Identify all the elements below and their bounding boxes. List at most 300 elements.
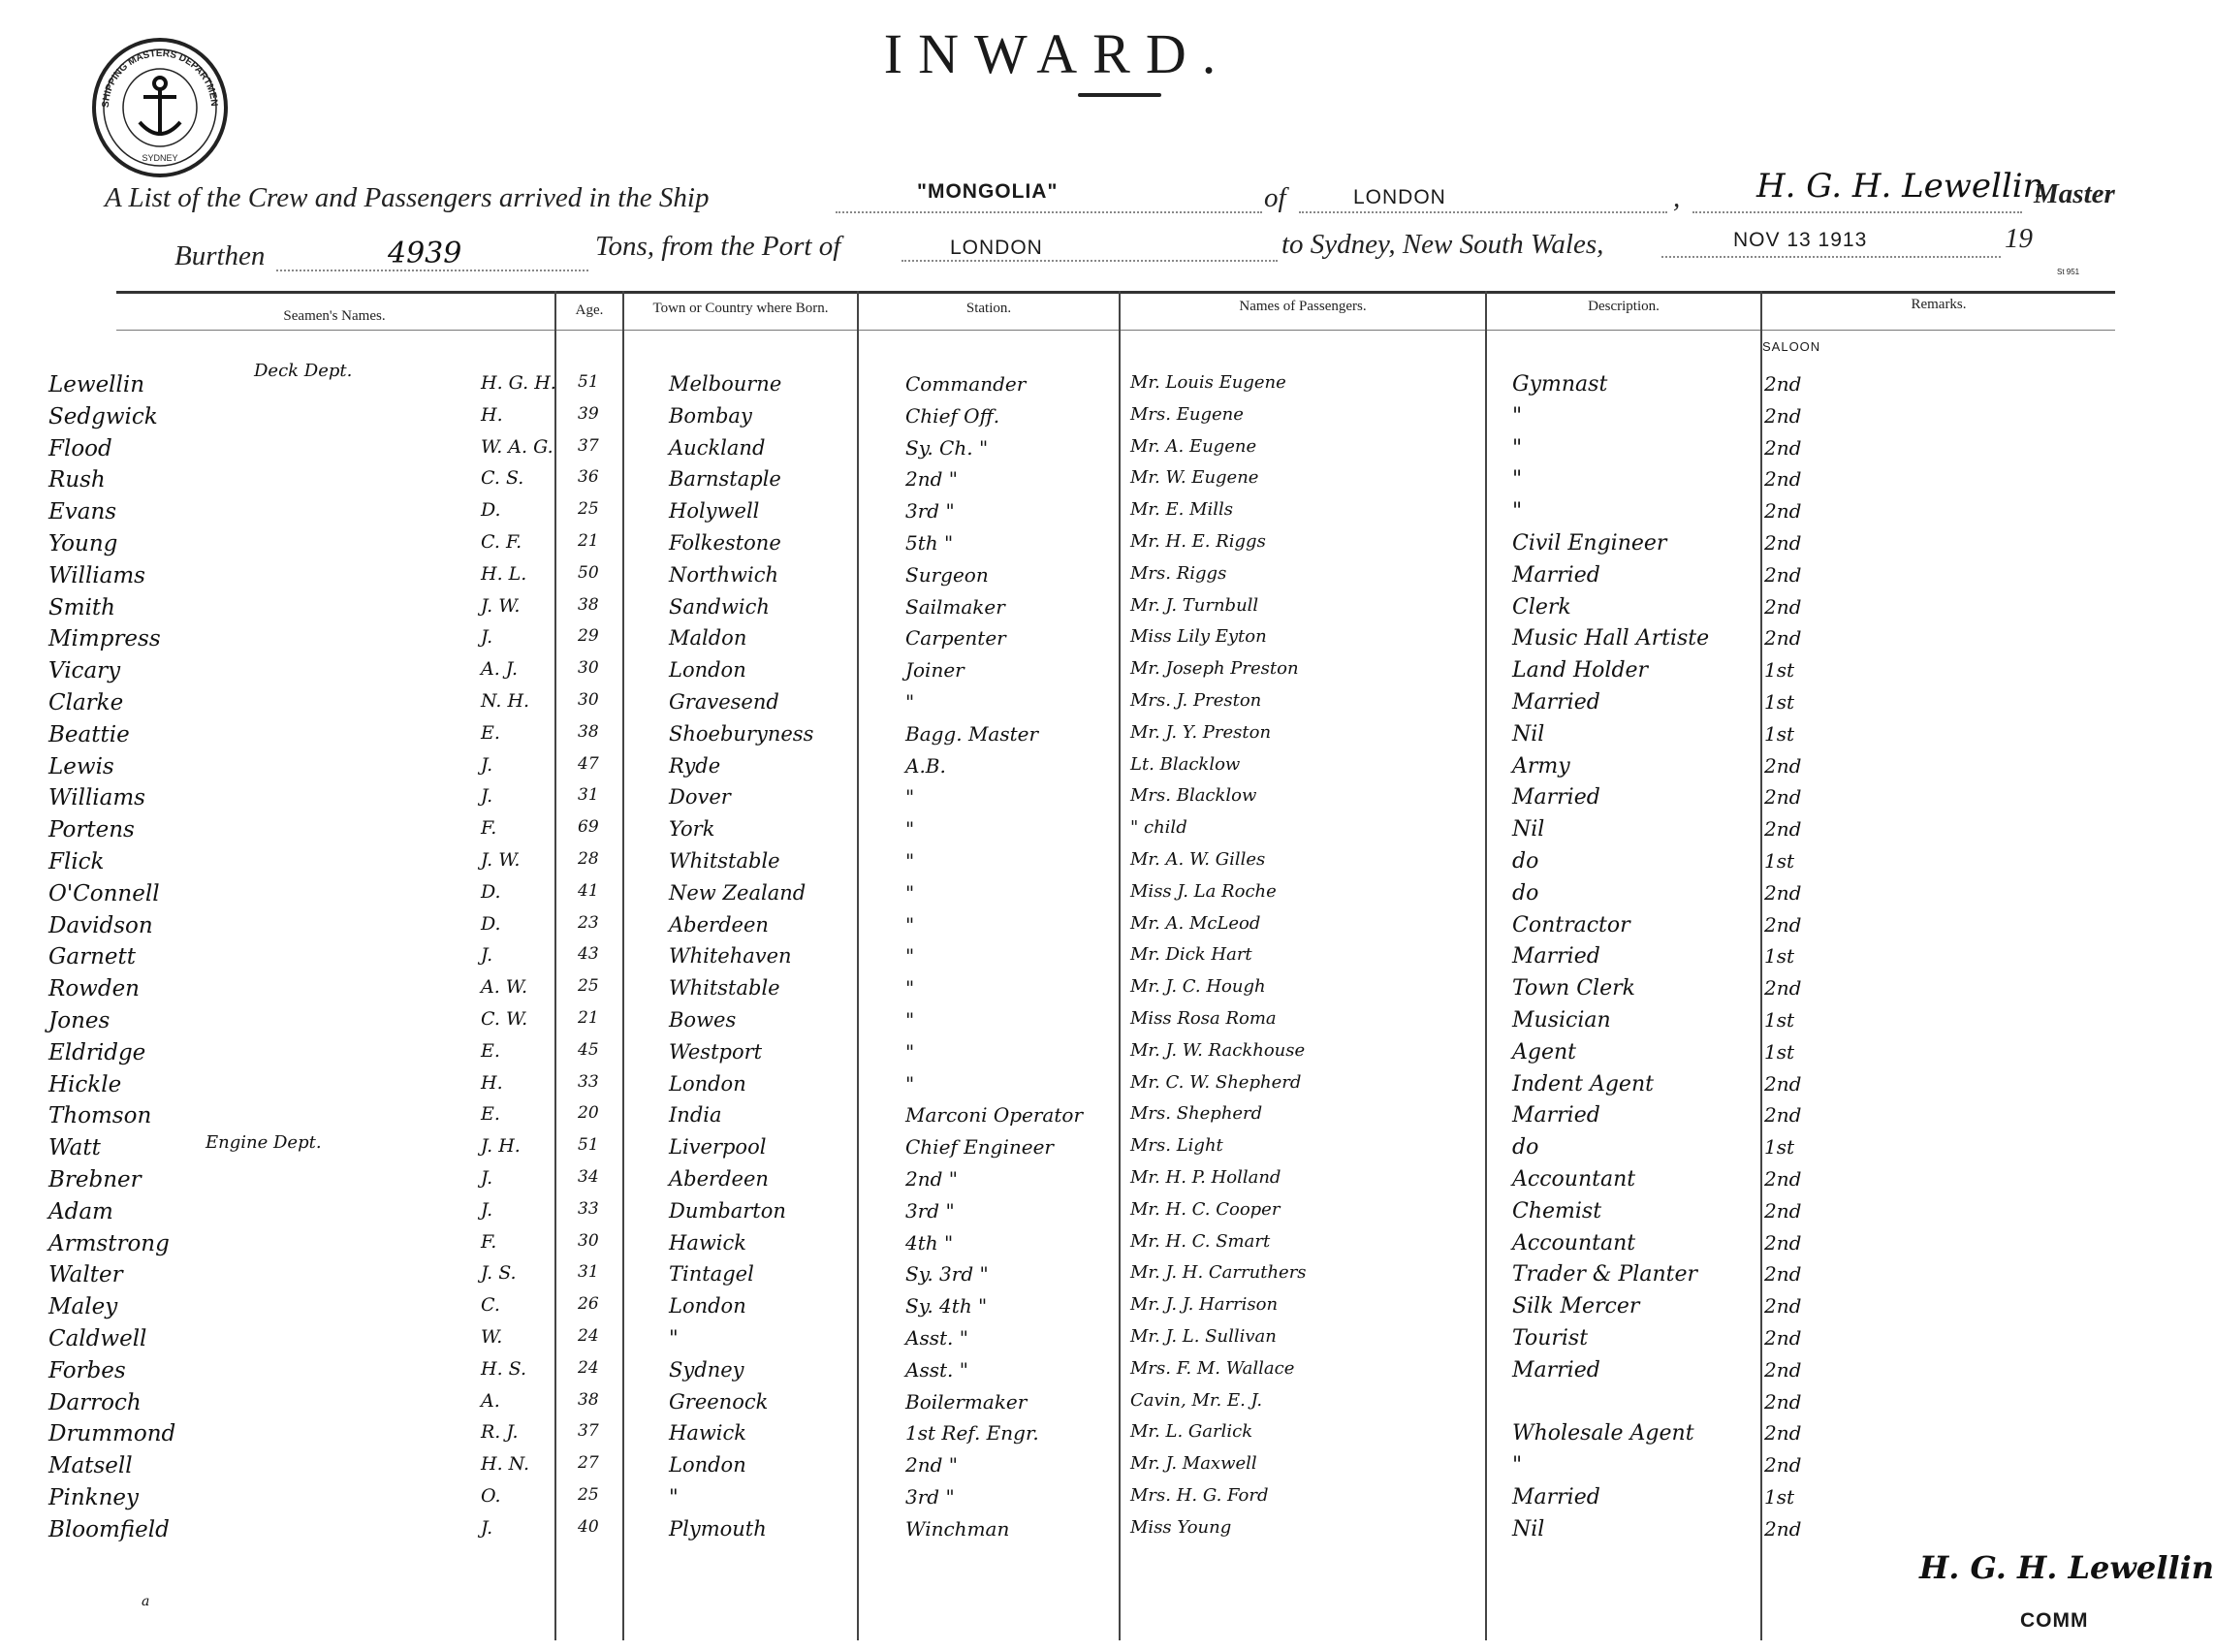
seaman-surname: Vicary xyxy=(48,658,121,683)
seaman-initials: J. W. xyxy=(481,849,521,871)
seaman-initials: J. xyxy=(481,1517,493,1539)
remarks: 1st xyxy=(1764,849,1795,873)
passenger-description: Music Hall Artiste xyxy=(1512,626,1710,651)
passenger-description: Tourist xyxy=(1512,1326,1589,1350)
seaman-initials: J. xyxy=(481,1199,493,1221)
tons-label: Tons, from the Port of xyxy=(595,231,841,262)
birthplace: Bowes xyxy=(669,1008,737,1032)
remarks: 2nd xyxy=(1764,1453,1802,1477)
passenger-name: " child xyxy=(1130,817,1187,838)
seaman-age: 33 xyxy=(578,1199,599,1219)
seaman-surname: Lewis xyxy=(48,754,114,779)
master-label: Master xyxy=(2034,178,2115,209)
passenger-description: Army xyxy=(1512,754,1570,778)
birthplace: York xyxy=(669,817,715,841)
remarks: 2nd xyxy=(1764,881,1802,905)
passenger-name: Mr. H. C. Cooper xyxy=(1130,1199,1281,1220)
seaman-surname: Maley xyxy=(48,1294,118,1319)
station: " xyxy=(905,1040,915,1064)
passenger-name: Cavin, Mr. E. J. xyxy=(1130,1390,1263,1411)
passenger-name: Mr. H. E. Riggs xyxy=(1130,531,1266,552)
seaman-age: 37 xyxy=(578,436,599,456)
remarks: 2nd xyxy=(1764,1326,1802,1350)
passenger-name: Mr. Louis Eugene xyxy=(1130,372,1286,393)
passenger-description: do xyxy=(1512,849,1539,874)
seaman-initials: F. xyxy=(481,1231,497,1253)
title-underline xyxy=(1078,93,1161,97)
from-port-rule xyxy=(901,260,1278,262)
seaman-age: 30 xyxy=(578,658,599,678)
burthen-value: 4939 xyxy=(388,237,462,270)
seaman-age: 26 xyxy=(578,1294,599,1314)
passenger-name: Mr. E. Mills xyxy=(1130,499,1234,520)
birthplace: Holywell xyxy=(669,499,760,523)
commander-label: COMM xyxy=(2020,1609,2089,1632)
remarks: 2nd xyxy=(1764,1199,1802,1223)
remarks: 2nd xyxy=(1764,1358,1802,1382)
seaman-surname: Garnett xyxy=(48,944,136,969)
birthplace: Whitstable xyxy=(669,849,780,873)
remarks: 2nd xyxy=(1764,404,1802,428)
seaman-age: 20 xyxy=(578,1103,599,1123)
seaman-age: 33 xyxy=(578,1072,599,1092)
seaman-age: 25 xyxy=(578,499,599,519)
passenger-description: Town Clerk xyxy=(1512,976,1635,1001)
col-age: Age. xyxy=(575,302,604,318)
station: Sy. Ch. " xyxy=(905,436,989,460)
seaman-age: 43 xyxy=(578,944,599,964)
form-code: St 951 xyxy=(2057,268,2080,276)
passenger-description: Gymnast xyxy=(1512,372,1608,397)
seaman-initials: C. W. xyxy=(481,1008,528,1030)
passenger-description: Married xyxy=(1512,1485,1600,1509)
passenger-description: Clerk xyxy=(1512,595,1571,620)
station: 4th " xyxy=(905,1231,954,1255)
remarks: 2nd xyxy=(1764,1103,1802,1127)
station: Chief Engineer xyxy=(905,1135,1054,1159)
seaman-age: 45 xyxy=(578,1040,599,1060)
passenger-name: Mrs. F. M. Wallace xyxy=(1130,1358,1295,1379)
station: " xyxy=(905,849,915,873)
table-header-rule xyxy=(116,330,2115,331)
remarks: 2nd xyxy=(1764,1262,1802,1286)
seaman-age: 41 xyxy=(578,881,599,901)
seaman-initials: A. W. xyxy=(481,976,528,998)
station: Surgeon xyxy=(905,563,989,587)
birthplace: Sandwich xyxy=(669,595,770,619)
seaman-surname: Adam xyxy=(48,1199,113,1224)
birthplace: Shoeburyness xyxy=(669,722,814,746)
birthplace: Hawick xyxy=(669,1231,747,1255)
station: Winchman xyxy=(905,1517,1010,1541)
station: 3rd " xyxy=(905,1485,955,1509)
passenger-description: " xyxy=(1512,1453,1523,1477)
seaman-surname: Beattie xyxy=(48,722,130,747)
seaman-surname: Portens xyxy=(48,817,135,842)
anchor-icon xyxy=(140,78,180,136)
birthplace: Melbourne xyxy=(669,372,782,396)
birthplace: Whitehaven xyxy=(669,944,792,968)
of-label: of xyxy=(1264,182,1286,213)
ship-name: "MONGOLIA" xyxy=(917,180,1059,203)
passenger-description: " xyxy=(1512,499,1523,524)
column-divider xyxy=(1485,291,1487,1640)
passenger-description: Nil xyxy=(1512,1517,1545,1541)
seaman-surname: Walter xyxy=(48,1262,123,1287)
seaman-surname: Rowden xyxy=(48,976,140,1001)
seaman-surname: Flick xyxy=(48,849,105,874)
remarks: 2nd xyxy=(1764,372,1802,396)
passenger-name: Mr. Joseph Preston xyxy=(1130,658,1299,679)
seaman-surname: Pinkney xyxy=(48,1485,139,1510)
station: Commander xyxy=(905,372,1027,396)
burthen-label: Burthen xyxy=(174,240,266,271)
birthplace: Aberdeen xyxy=(669,913,769,937)
column-divider xyxy=(1119,291,1121,1640)
station: " xyxy=(905,976,915,1000)
port-of-registry: LONDON xyxy=(1353,186,1446,208)
remarks: 1st xyxy=(1764,690,1795,714)
passenger-description: Silk Mercer xyxy=(1512,1294,1640,1318)
birthplace: Northwich xyxy=(669,563,778,587)
passenger-description: Married xyxy=(1512,563,1600,588)
passenger-name: Mr. Dick Hart xyxy=(1130,944,1252,965)
passenger-description: Musician xyxy=(1512,1008,1611,1032)
birthplace: Westport xyxy=(669,1040,763,1064)
seaman-initials: H. N. xyxy=(481,1453,530,1475)
master-name: H. G. H. Lewellin xyxy=(1756,167,2044,206)
seaman-surname: Darroch xyxy=(48,1390,142,1415)
station: " xyxy=(905,881,915,905)
engine-dept-label: Engine Dept. xyxy=(206,1132,322,1153)
passenger-name: Mr. J. Y. Preston xyxy=(1130,722,1272,743)
birthplace: Ryde xyxy=(669,754,721,778)
seaman-initials: J. xyxy=(481,785,493,807)
seaman-age: 38 xyxy=(578,595,599,615)
passenger-description: Land Holder xyxy=(1512,658,1649,683)
birthplace: Barnstaple xyxy=(669,467,781,491)
seaman-surname: Rush xyxy=(48,467,106,492)
remarks: 2nd xyxy=(1764,467,1802,491)
passenger-name: Mrs. Eugene xyxy=(1130,404,1244,425)
station: 2nd " xyxy=(905,1453,958,1477)
passenger-name: Mr. A. Eugene xyxy=(1130,436,1257,457)
passenger-description: Civil Engineer xyxy=(1512,531,1667,556)
seaman-initials: J. xyxy=(481,626,493,648)
col-remarks: Remarks. xyxy=(1911,297,1967,312)
birthplace: " xyxy=(669,1326,679,1350)
seaman-age: 47 xyxy=(578,754,599,774)
passenger-name: Mrs. Shepherd xyxy=(1130,1103,1263,1124)
remarks: 2nd xyxy=(1764,1421,1802,1445)
station: Sy. 3rd " xyxy=(905,1262,989,1286)
seaman-initials: E. xyxy=(481,722,500,744)
station: A.B. xyxy=(905,754,946,778)
station: Carpenter xyxy=(905,626,1006,650)
passenger-name: Mrs. Light xyxy=(1130,1135,1223,1156)
remarks: 2nd xyxy=(1764,817,1802,841)
remarks: 2nd xyxy=(1764,531,1802,555)
remarks: 2nd xyxy=(1764,1231,1802,1255)
seaman-initials: C. F. xyxy=(481,531,522,553)
station: Sy. 4th " xyxy=(905,1294,988,1318)
seaman-initials: N. H. xyxy=(481,690,530,712)
seaman-surname: Armstrong xyxy=(48,1231,170,1256)
station: Marconi Operator xyxy=(905,1103,1083,1127)
station: " xyxy=(905,690,915,714)
birthplace: Folkestone xyxy=(669,531,781,555)
station: 3rd " xyxy=(905,1199,955,1223)
passenger-description: " xyxy=(1512,436,1523,461)
seaman-initials: D. xyxy=(481,881,501,903)
passenger-description: Contractor xyxy=(1512,913,1630,937)
seaman-age: 38 xyxy=(578,722,599,742)
birthplace: Whitstable xyxy=(669,976,780,1000)
seaman-surname: Watt xyxy=(48,1135,101,1160)
seaman-surname: Flood xyxy=(48,436,112,461)
col-birthplace: Town or Country where Born. xyxy=(652,301,829,316)
station: 2nd " xyxy=(905,467,958,491)
birthplace: Sydney xyxy=(669,1358,744,1382)
remarks: 2nd xyxy=(1764,1390,1802,1414)
remarks: 1st xyxy=(1764,944,1795,968)
passenger-name: Mr. W. Eugene xyxy=(1130,467,1259,488)
birthplace: Aberdeen xyxy=(669,1167,769,1191)
seaman-age: 37 xyxy=(578,1421,599,1441)
remarks: 1st xyxy=(1764,1485,1795,1509)
passenger-name: Mr. J. Maxwell xyxy=(1130,1453,1257,1474)
column-divider xyxy=(857,291,859,1640)
passenger-name: Mr. J. W. Rackhouse xyxy=(1130,1040,1306,1061)
seaman-age: 50 xyxy=(578,563,599,583)
birthplace: London xyxy=(669,1072,746,1096)
seaman-initials: J. H. xyxy=(481,1135,521,1157)
from-port: LONDON xyxy=(950,237,1043,259)
remarks: 1st xyxy=(1764,722,1795,746)
passenger-name: Mrs. H. G. Ford xyxy=(1130,1485,1269,1506)
seaman-initials: E. xyxy=(481,1040,500,1062)
passenger-name: Mrs. J. Preston xyxy=(1130,690,1262,711)
birthplace: London xyxy=(669,1294,746,1318)
remarks: 2nd xyxy=(1764,1294,1802,1318)
seaman-surname: Eldridge xyxy=(48,1040,146,1065)
seaman-surname: Drummond xyxy=(48,1421,176,1446)
passenger-description: Married xyxy=(1512,690,1600,715)
passenger-description: Accountant xyxy=(1512,1231,1636,1255)
master-signature: H. G. H. Lewellin xyxy=(1919,1549,2214,1586)
seaman-surname: Caldwell xyxy=(48,1326,147,1351)
remarks: 2nd xyxy=(1764,499,1802,523)
station: Asst. " xyxy=(905,1358,968,1382)
seaman-surname: Clarke xyxy=(48,690,124,715)
seaman-surname: Lewellin xyxy=(48,372,145,397)
passenger-description: Nil xyxy=(1512,817,1545,842)
seaman-surname: Forbes xyxy=(48,1358,126,1383)
birthplace: Dover xyxy=(669,785,731,809)
birthplace: Auckland xyxy=(669,436,766,460)
passenger-description: Married xyxy=(1512,944,1600,969)
seaman-surname: Evans xyxy=(48,499,117,524)
column-divider xyxy=(622,291,624,1640)
station: " xyxy=(905,913,915,937)
col-passenger-names: Names of Passengers. xyxy=(1239,299,1367,314)
remarks: 2nd xyxy=(1764,1072,1802,1096)
seaman-surname: Thomson xyxy=(48,1103,152,1128)
seaman-age: 23 xyxy=(578,913,599,933)
station: Asst. " xyxy=(905,1326,968,1350)
passenger-description: do xyxy=(1512,1135,1539,1160)
station: Bagg. Master xyxy=(905,722,1039,746)
passenger-description: " xyxy=(1512,404,1523,429)
seaman-age: 30 xyxy=(578,1231,599,1251)
col-description: Description. xyxy=(1588,299,1660,314)
seaman-age: 31 xyxy=(578,1262,599,1282)
seaman-initials: J. S. xyxy=(481,1262,517,1284)
passenger-name: Miss J. La Roche xyxy=(1130,881,1277,902)
seaman-initials: H. L. xyxy=(481,563,527,585)
seaman-surname: Hickle xyxy=(48,1072,122,1097)
passenger-name: Mr. J. L. Sullivan xyxy=(1130,1326,1277,1347)
passenger-description: Married xyxy=(1512,1358,1600,1382)
remarks: 2nd xyxy=(1764,563,1802,587)
passenger-name: Mr. H. P. Holland xyxy=(1130,1167,1281,1188)
seaman-surname: Brebner xyxy=(48,1167,142,1192)
seal-inner-text: SYDNEY xyxy=(142,153,178,163)
birthplace: Greenock xyxy=(669,1390,769,1414)
seaman-surname: Jones xyxy=(48,1008,111,1033)
passenger-name: Mr. J. H. Carruthers xyxy=(1130,1262,1307,1283)
to-label: to Sydney, New South Wales, xyxy=(1281,229,1604,260)
seaman-age: 21 xyxy=(578,531,599,551)
seaman-surname: O'Connell xyxy=(48,881,160,906)
remarks: 1st xyxy=(1764,1008,1795,1032)
seaman-age: 69 xyxy=(578,817,599,837)
passenger-description: Wholesale Agent xyxy=(1512,1421,1694,1446)
passenger-name: Mr. A. McLeod xyxy=(1130,913,1261,934)
seaman-initials: H. S. xyxy=(481,1358,527,1380)
birthplace: Tintagel xyxy=(669,1262,754,1286)
seaman-initials: R. J. xyxy=(481,1421,519,1443)
passenger-name: Mr. A. W. Gilles xyxy=(1130,849,1266,870)
passenger-name: Miss Rosa Roma xyxy=(1130,1008,1277,1029)
passenger-name: Mr. L. Garlick xyxy=(1130,1421,1253,1442)
arrival-date: NOV 13 1913 xyxy=(1733,229,1868,251)
station: Chief Off. xyxy=(905,404,1000,428)
seaman-age: 31 xyxy=(578,785,599,805)
seaman-age: 27 xyxy=(578,1453,599,1473)
passenger-description: do xyxy=(1512,881,1539,905)
deck-dept-label: Deck Dept. xyxy=(254,361,353,381)
passenger-description: Married xyxy=(1512,1103,1600,1128)
seaman-age: 51 xyxy=(578,372,599,392)
station: " xyxy=(905,1008,915,1032)
remarks: 2nd xyxy=(1764,1167,1802,1191)
seaman-age: 36 xyxy=(578,467,599,487)
seaman-age: 39 xyxy=(578,404,599,424)
passenger-name: Mr. J. J. Harrison xyxy=(1130,1294,1279,1315)
seaman-age: 51 xyxy=(578,1135,599,1155)
seaman-age: 29 xyxy=(578,626,599,646)
seaman-initials: F. xyxy=(481,817,497,839)
seaman-initials: W. xyxy=(481,1326,503,1348)
birthplace: Gravesend xyxy=(669,690,779,714)
birthplace: Maldon xyxy=(669,626,747,650)
seaman-initials: D. xyxy=(481,499,501,521)
birthplace: Plymouth xyxy=(669,1517,767,1541)
passenger-description: Agent xyxy=(1512,1040,1576,1064)
station: 1st Ref. Engr. xyxy=(905,1421,1039,1445)
seaman-initials: O. xyxy=(481,1485,501,1507)
ship-name-rule xyxy=(836,211,1262,213)
birthplace: London xyxy=(669,1453,746,1477)
seaman-initials: C. xyxy=(481,1294,500,1316)
col-station: Station. xyxy=(965,301,1012,316)
col-seamen-names: Seamen's Names. xyxy=(283,308,386,324)
birthplace: India xyxy=(669,1103,722,1127)
seaman-age: 34 xyxy=(578,1167,599,1187)
remarks: 2nd xyxy=(1764,595,1802,619)
seaman-surname: Matsell xyxy=(48,1453,133,1478)
seaman-surname: Sedgwick xyxy=(48,404,158,429)
station: 3rd " xyxy=(905,499,955,523)
seaman-initials: E. xyxy=(481,1103,500,1125)
remarks: 1st xyxy=(1764,658,1795,682)
seaman-surname: Mimpress xyxy=(48,626,161,651)
seaman-initials: W. A. G. xyxy=(481,436,554,458)
passenger-name: Mr. H. C. Smart xyxy=(1130,1231,1271,1252)
station: Sailmaker xyxy=(905,595,1005,619)
passenger-name: Mrs. Riggs xyxy=(1130,563,1227,584)
birthplace: Bombay xyxy=(669,404,752,428)
seaman-initials: J. xyxy=(481,944,493,966)
passenger-name: Lt. Blacklow xyxy=(1130,754,1241,775)
seal-outer-text: SHIPPING MASTERS DEPARTMEN xyxy=(100,48,220,109)
passenger-name: Mr. C. W. Shepherd xyxy=(1130,1072,1302,1093)
birthplace: " xyxy=(669,1485,679,1509)
remarks: 2nd xyxy=(1764,754,1802,778)
column-divider xyxy=(1760,291,1762,1640)
seaman-surname: Bloomfield xyxy=(48,1517,170,1542)
seaman-surname: Young xyxy=(48,531,118,556)
remarks: 2nd xyxy=(1764,785,1802,809)
seaman-age: 25 xyxy=(578,976,599,996)
seaman-age: 38 xyxy=(578,1390,599,1410)
station: 5th " xyxy=(905,531,954,555)
birthplace: New Zealand xyxy=(669,881,807,905)
passenger-name: Miss Young xyxy=(1130,1517,1232,1538)
passenger-name: Mr. J. Turnbull xyxy=(1130,595,1259,616)
passenger-description: Accountant xyxy=(1512,1167,1636,1191)
seaman-age: 24 xyxy=(578,1326,599,1346)
remarks: 2nd xyxy=(1764,913,1802,937)
station: " xyxy=(905,944,915,968)
seaman-initials: H. xyxy=(481,1072,503,1094)
passenger-description: Indent Agent xyxy=(1512,1072,1654,1096)
seaman-surname: Williams xyxy=(48,563,145,588)
seaman-initials: H. G. H. xyxy=(481,372,556,394)
year-suffix: 19 xyxy=(2005,223,2033,254)
seaman-age: 28 xyxy=(578,849,599,869)
seaman-age: 24 xyxy=(578,1358,599,1378)
passenger-name: Mr. J. C. Hough xyxy=(1130,976,1266,997)
seaman-initials: J. W. xyxy=(481,595,521,617)
remarks: 1st xyxy=(1764,1040,1795,1064)
seaman-age: 40 xyxy=(578,1517,599,1537)
column-divider xyxy=(554,291,556,1640)
birthplace: Hawick xyxy=(669,1421,747,1445)
seaman-surname: Smith xyxy=(48,595,115,620)
remarks: 1st xyxy=(1764,1135,1795,1159)
